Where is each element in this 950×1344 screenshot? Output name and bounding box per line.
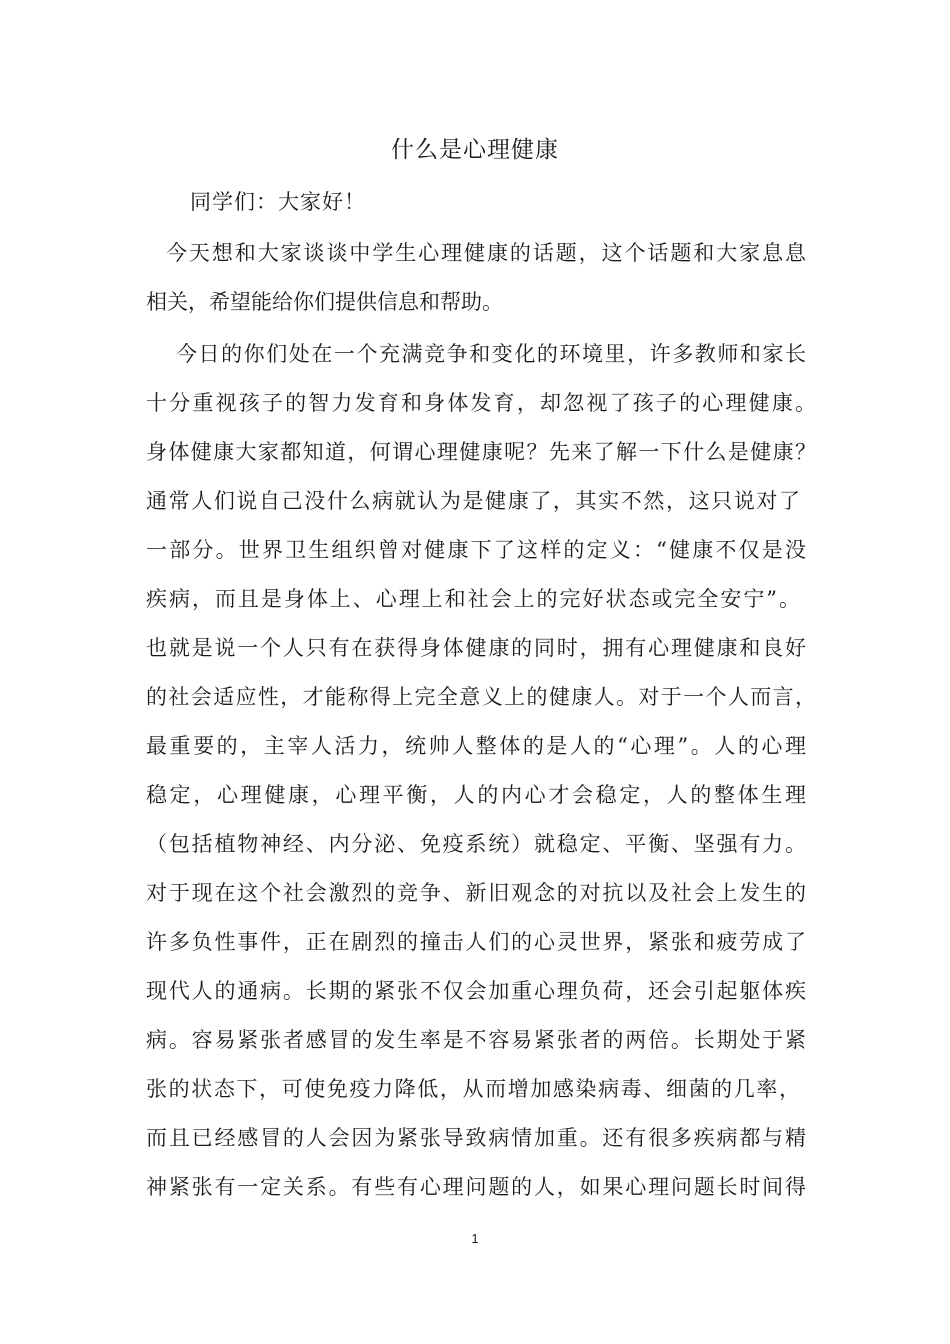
paragraph-line: 稳定，心理健康，心理平衡，人的内心才会稳定，人的整体生理: [146, 783, 806, 807]
paragraph-line: 身体健康大家都知道，何谓心理健康呢？先来了解一下什么是健康？: [146, 440, 816, 464]
paragraph-line: 许多负性事件，正在剧烈的撞击人们的心灵世界，紧张和疲劳成了: [146, 930, 806, 954]
paragraph-line: 张的状态下，可使免疫力降低，从而增加感染病毒、细菌的几率，: [146, 1077, 800, 1101]
paragraph-line: 而且已经感冒的人会因为紧张导致病情加重。还有很多疾病都与精: [146, 1126, 806, 1150]
paragraph-line: 病。容易紧张者感冒的发生率是不容易紧张者的两倍。长期处于紧: [146, 1028, 806, 1052]
paragraph-line: 神紧张有一定关系。有些有心理问题的人，如果心理问题长时间得: [146, 1175, 806, 1199]
paragraph-line: （包括植物神经、内分泌、免疫系统）就稳定、平衡、坚强有力。: [146, 832, 806, 856]
paragraph-line: 最重要的，主宰人活力，统帅人整体的是人的“心理”。人的心理: [146, 734, 806, 758]
paragraph-line: 一部分。世界卫生组织曾对健康下了这样的定义：“健康不仅是没: [146, 538, 806, 562]
greeting-line: 同学们：大家好！: [190, 190, 366, 214]
paragraph-line: 今日的你们处在一个充满竞争和变化的环境里，许多教师和家长: [176, 342, 806, 366]
document-title: 什么是心理健康: [391, 137, 559, 163]
paragraph-line: 今天想和大家谈谈中学生心理健康的话题，这个话题和大家息息: [166, 241, 806, 265]
paragraph-line: 对于现在这个社会激烈的竞争、新旧观念的对抗以及社会上发生的: [146, 881, 806, 905]
paragraph-line: 现代人的通病。长期的紧张不仅会加重心理负荷，还会引起躯体疾: [146, 979, 806, 1003]
page-number: 1: [471, 1231, 479, 1246]
paragraph-line: 十分重视孩子的智力发育和身体发育，却忽视了孩子的心理健康。: [146, 391, 816, 415]
paragraph-line: 相关，希望能给你们提供信息和帮助。: [146, 290, 503, 314]
paragraph-line: 也就是说一个人只有在获得身体健康的同时，拥有心理健康和良好: [146, 636, 806, 660]
paragraph-line: 通常人们说自己没什么病就认为是健康了，其实不然，这只说对了: [146, 489, 800, 513]
paragraph-line: 疾病，而且是身体上、心理上和社会上的完好状态或完全安宁”。: [146, 587, 800, 611]
paragraph-line: 的社会适应性，才能称得上完全意义上的健康人。对于一个人而言，: [146, 685, 816, 709]
